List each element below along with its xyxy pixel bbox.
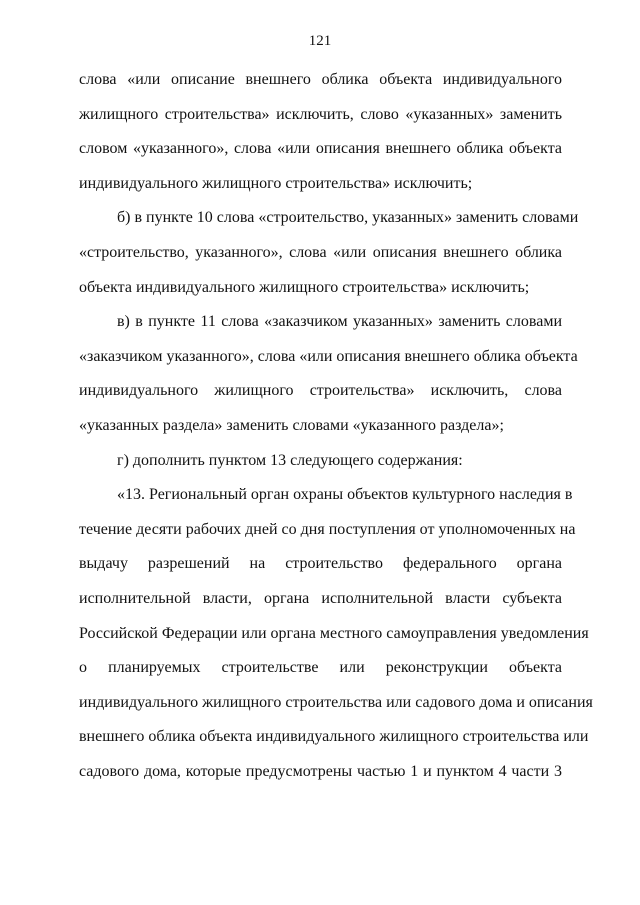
text-line: в) в пункте 11 слова «заказчиком указанных» заменить словами <box>117 313 562 331</box>
text-line: выдачу разрешений на строительство федерального органа <box>79 555 562 573</box>
text-line: Российской Федерации или органа местного самоуправления уведомления <box>79 624 589 642</box>
text-line: индивидуального жилищного строительства или садового дома и описания <box>79 693 593 711</box>
text-line: индивидуального жилищного строительства» исключить; <box>79 174 473 192</box>
text-line: внешнего облика объекта индивидуального жилищного строительства или <box>79 728 589 746</box>
text-line: индивидуального жилищного строительства» исключить, слова <box>79 382 562 400</box>
text-line: г) дополнить пунктом 13 следующего содержания: <box>117 451 463 469</box>
text-line: «строительство, указанного», слова «или описания внешнего облика <box>79 244 562 261</box>
text-line: слова «или описание внешнего облика объекта индивидуального <box>79 71 562 88</box>
text-line: садового дома, которые предусмотрены частью 1 и пунктом 4 части 3 <box>79 763 562 780</box>
text-line: о планируемых строительстве или реконструкции объекта <box>79 659 562 677</box>
text-line: жилищного строительства» исключить, слово «указанных» заменить <box>79 105 562 123</box>
text-line: б) в пункте 10 слова «строительство, указанных» заменить словами <box>117 209 579 227</box>
text-line: объекта индивидуального жилищного строительства» исключить; <box>79 278 530 296</box>
text-line: «13. Региональный орган охраны объектов культурного наследия в <box>117 486 573 504</box>
text-line: «заказчиком указанного», слова «или описания внешнего облика объекта <box>79 347 578 365</box>
text-line: исполнительной власти, органа исполнительной власти субъекта <box>79 590 562 607</box>
text-line: словом «указанного», слова «или описания внешнего облика объекта <box>79 140 562 158</box>
page-number: 121 <box>308 33 332 49</box>
text-line: «указанных раздела» заменить словами «указанного раздела»; <box>79 417 504 434</box>
text-line: течение десяти рабочих дней со дня поступления от уполномоченных на <box>79 520 576 538</box>
